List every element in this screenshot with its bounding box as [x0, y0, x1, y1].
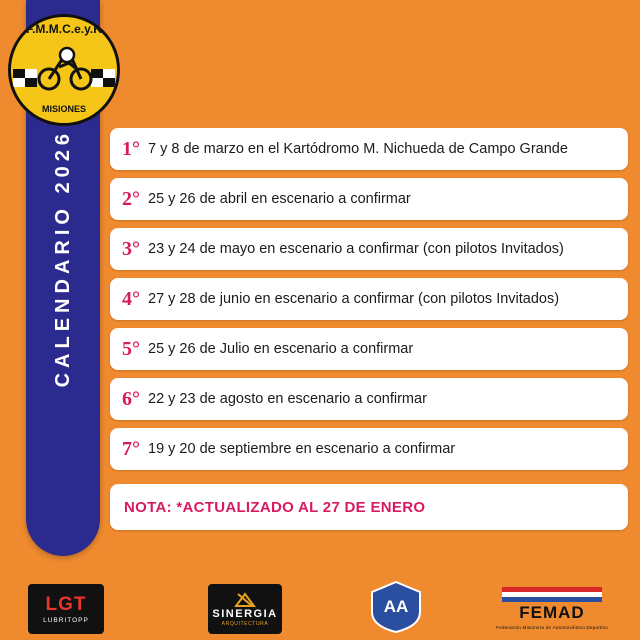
femad-logo-title: FEMAD	[519, 602, 585, 622]
sponsor-bar	[0, 574, 640, 640]
calendar-row[interactable]	[110, 128, 628, 170]
row-number: 2°	[122, 187, 140, 210]
sinergia-logo-title: SINERGIA	[212, 607, 278, 620]
calendar-row[interactable]	[110, 178, 628, 220]
femad-logo[interactable]	[492, 578, 612, 636]
row-number: 1°	[122, 137, 140, 160]
aa-logo-graphic	[368, 580, 424, 634]
row-number: 6°	[122, 387, 140, 410]
lgt-logo[interactable]	[28, 584, 104, 634]
calendar-row[interactable]	[110, 328, 628, 370]
sinergia-logo-subtitle: ARQUITECTURA	[221, 620, 269, 627]
sinergia-logo-stack	[212, 592, 277, 627]
lgt-logo-stack	[43, 594, 89, 624]
note-text: NOTA: *ACTUALIZADO AL 27 DE ENERO	[124, 498, 426, 516]
row-number: 5°	[122, 337, 140, 360]
row-text: 22 y 23 de agosto en escenario a confirmar	[148, 391, 427, 407]
svg-text:F.M.M.C.e.y.K: F.M.M.C.e.y.K	[26, 22, 102, 36]
row-number: 7°	[122, 437, 140, 460]
row-text: 19 y 20 de septiembre en escenario a confirmar	[148, 441, 456, 457]
sinergia-logo[interactable]	[208, 584, 282, 634]
calendar-row[interactable]	[110, 228, 628, 270]
calendar-row[interactable]	[110, 378, 628, 420]
calendar-row[interactable]	[110, 278, 628, 320]
svg-text:MISIONES: MISIONES	[41, 104, 87, 114]
calendar-row[interactable]	[110, 428, 628, 470]
lgt-logo-title: LGT	[45, 594, 87, 615]
svg-text:AA: AA	[383, 597, 409, 616]
femad-logo-subtitle: Federación Misionera de Automovilismo Deportivo	[496, 624, 608, 630]
femad-flag-icon	[500, 585, 604, 603]
row-text: 25 y 26 de abril en escenario a confirmar	[148, 191, 411, 207]
row-number: 3°	[122, 237, 140, 260]
banner-title: CALENDARIO 2026	[51, 128, 74, 388]
sinergia-mark-icon	[234, 592, 256, 608]
club-logo	[8, 14, 120, 126]
row-text: 23 y 24 de mayo en escenario a confirmar (con pilotos Invitados)	[148, 241, 564, 257]
row-number: 4°	[122, 287, 140, 310]
club-logo-graphic	[11, 17, 117, 123]
lgt-logo-subtitle: LUBRITOPP	[43, 617, 89, 624]
row-text: 7 y 8 de marzo en el Kartódromo M. Nichueda de Campo Grande	[148, 141, 568, 157]
femad-logo-stack	[496, 585, 608, 630]
aa-logo[interactable]	[368, 580, 424, 634]
row-text: 25 y 26 de Julio en escenario a confirmar	[148, 341, 414, 357]
row-text: 27 y 28 de junio en escenario a confirmar (con pilotos Invitados)	[148, 291, 560, 307]
calendar-list	[110, 128, 628, 530]
note-row	[110, 484, 628, 530]
